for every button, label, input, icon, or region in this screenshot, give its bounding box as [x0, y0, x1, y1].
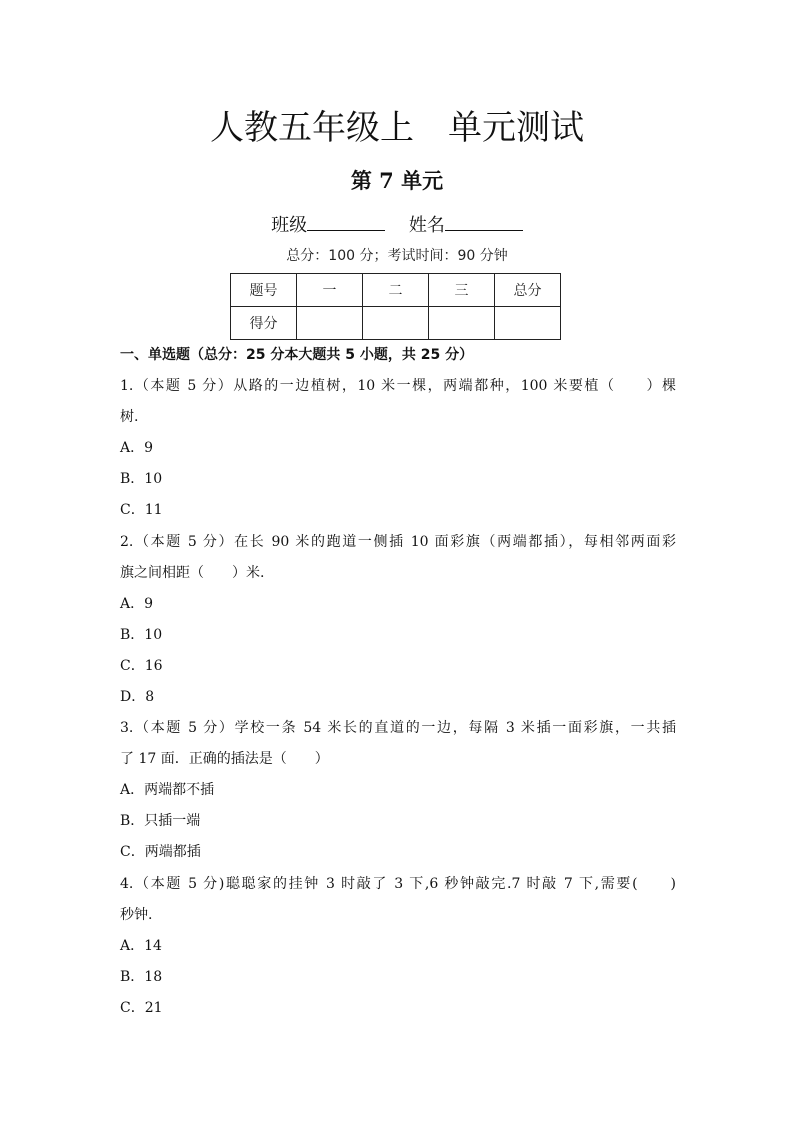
class-blank[interactable] — [307, 210, 385, 231]
question-3-option-a: A．两端都不插 — [120, 782, 215, 798]
question-1-line-2: 树. — [120, 409, 139, 425]
question-3-line-1: 3.（本题 5 分）学校一条 54 米长的直道的一边，每隔 3 米插一面彩旗，一共插 — [120, 720, 676, 736]
question-4-option-c: C．21 — [120, 1000, 163, 1016]
class-field — [271, 210, 385, 240]
question-1-option-b: B．10 — [120, 471, 163, 487]
score-table-cell[interactable] — [297, 307, 363, 340]
question-4-line-2: 秒钟. — [120, 907, 153, 923]
question-2-option-a: A．9 — [120, 596, 154, 612]
page-title: 人教五年级上 单元测试 — [210, 108, 584, 148]
student-info-row — [0, 210, 794, 240]
question-2-option-c: C．16 — [120, 658, 163, 674]
question-3-option-c: C．两端都插 — [120, 844, 201, 860]
question-4-option-a: A．14 — [120, 938, 162, 954]
score-table-cell[interactable] — [429, 307, 495, 340]
question-1-option-c: C．11 — [120, 502, 163, 518]
question-3-option-b: B．只插一端 — [120, 813, 201, 829]
score-table-cell: 得分 — [231, 307, 297, 340]
question-2-line-1: 2.（本题 5 分）在长 90 米的跑道一侧插 10 面彩旗（两端都插），每相邻两面彩 — [120, 534, 676, 550]
question-1-line-1: 1.（本题 5 分）从路的一边植树，10 米一棵，两端都种，100 米要植（ ）棵 — [120, 378, 676, 394]
question-2-option-d: D．8 — [120, 689, 155, 705]
exam-meta: 总分：100 分；考试时间：90 分钟 — [286, 248, 508, 264]
question-4-option-b: B．18 — [120, 969, 163, 985]
question-3-line-2: 了 17 面．正确的插法是（ ） — [120, 751, 329, 767]
score-table-cell: 一 — [297, 274, 363, 307]
score-table-cell: 二 — [363, 274, 429, 307]
question-4-line-1: 4.（本题 5 分)聪聪家的挂钟 3 时敲了 3 下,6 秒钟敲完.7 时敲 7 下,需要( ) — [120, 876, 676, 892]
name-field — [409, 210, 523, 240]
score-table-score-row — [231, 307, 561, 340]
score-table — [230, 273, 561, 340]
name-blank[interactable] — [445, 210, 523, 231]
score-table-cell: 题号 — [231, 274, 297, 307]
score-table-cell[interactable] — [495, 307, 561, 340]
question-1-option-a: A．9 — [120, 440, 154, 456]
score-table-header-row — [231, 274, 561, 307]
score-table-cell: 三 — [429, 274, 495, 307]
name-label: 姓名 — [408, 215, 445, 236]
question-2-line-2: 旗之间相距（ ）米. — [120, 565, 265, 581]
score-table-cell: 总分 — [495, 274, 561, 307]
class-label: 班级 — [271, 215, 308, 236]
unit-subtitle: 第 7 单元 — [350, 168, 444, 193]
score-table-cell[interactable] — [363, 307, 429, 340]
question-2-option-b: B．10 — [120, 627, 163, 643]
section-title: 一、单选题（总分：25 分本大题共 5 小题，共 25 分） — [120, 347, 474, 363]
